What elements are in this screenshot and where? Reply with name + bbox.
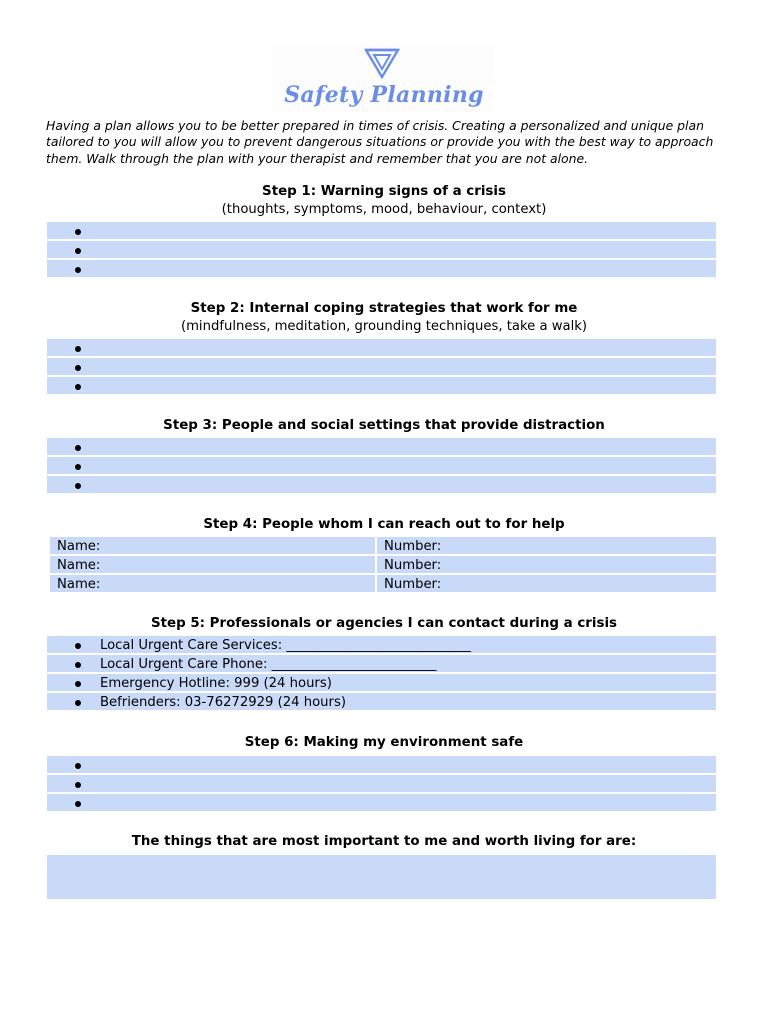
list-item[interactable] xyxy=(47,260,716,279)
bullet-icon xyxy=(75,248,81,254)
list-item[interactable] xyxy=(47,438,716,457)
number-field[interactable]: Number: xyxy=(377,575,716,592)
bullet-icon xyxy=(75,782,81,788)
bullet-icon xyxy=(75,384,81,390)
list-item xyxy=(47,693,716,712)
bullet-icon xyxy=(75,700,81,706)
step5-list xyxy=(47,636,716,712)
table-row xyxy=(50,537,716,556)
list-item[interactable] xyxy=(47,222,716,241)
name-field[interactable]: Name: xyxy=(50,556,377,573)
step4-title: Step 4: People whom I can reach out to for help xyxy=(203,517,565,532)
table-row xyxy=(50,575,716,594)
list-item-text: Befrienders: 03-76272929 (24 hours) xyxy=(100,695,346,710)
list-item[interactable] xyxy=(47,339,716,358)
step1-list xyxy=(47,222,716,279)
list-item-text: Emergency Hotline: 999 (24 hours) xyxy=(100,676,332,691)
closing-title: The things that are most important to me and worth living for are: xyxy=(131,834,637,849)
step1-title: Step 1: Warning signs of a crisis xyxy=(262,184,506,199)
triangle-logo-icon xyxy=(364,48,400,80)
list-item[interactable] xyxy=(47,476,716,495)
step1-subtitle: (thoughts, symptoms, mood, behaviour, context) xyxy=(221,202,547,217)
bullet-icon xyxy=(75,229,81,235)
page-title: Safety Planning xyxy=(284,82,484,108)
list-item[interactable] xyxy=(47,794,716,813)
list-item xyxy=(47,655,716,674)
bullet-icon xyxy=(75,365,81,371)
bullet-icon xyxy=(75,763,81,769)
bullet-icon xyxy=(75,662,81,668)
bullet-icon xyxy=(75,643,81,649)
bullet-icon xyxy=(75,464,81,470)
list-item[interactable] xyxy=(47,457,716,476)
bullet-icon xyxy=(75,681,81,687)
list-item-text: Local Urgent Care Services: ____________________________ xyxy=(100,638,472,653)
list-item[interactable] xyxy=(47,358,716,377)
list-item[interactable] xyxy=(47,756,716,775)
important-things-field[interactable] xyxy=(47,855,716,899)
intro-text: Having a plan allows you to be better prepared in times of crisis. Creating a personalized and unique plan tailored to you will allow you to prevent dangerous situations or provide you with the best way to approach them. Walk through the plan with your therapist and remember that you are not alone. xyxy=(46,118,714,166)
number-field[interactable]: Number: xyxy=(377,556,716,573)
bullet-icon xyxy=(75,267,81,273)
step2-list xyxy=(47,339,716,396)
name-field[interactable]: Name: xyxy=(50,537,377,554)
step5-title: Step 5: Professionals or agencies I can contact during a crisis xyxy=(150,616,618,631)
list-item xyxy=(47,674,716,693)
table-row xyxy=(50,556,716,575)
step6-list xyxy=(47,756,716,813)
step2-title: Step 2: Internal coping strategies that work for me xyxy=(190,301,578,316)
list-item xyxy=(47,636,716,655)
list-item-text: Local Urgent Care Phone: _________________________ xyxy=(100,657,437,672)
name-field[interactable]: Name: xyxy=(50,575,377,592)
step3-list xyxy=(47,438,716,495)
list-item[interactable] xyxy=(47,241,716,260)
list-item[interactable] xyxy=(47,377,716,396)
bullet-icon xyxy=(75,801,81,807)
bullet-icon xyxy=(75,346,81,352)
bullet-icon xyxy=(75,483,81,489)
step6-title: Step 6: Making my environment safe xyxy=(244,735,524,750)
step4-contact-table xyxy=(50,537,716,594)
step3-title: Step 3: People and social settings that provide distraction xyxy=(163,418,605,433)
list-item[interactable] xyxy=(47,775,716,794)
number-field[interactable]: Number: xyxy=(377,537,716,554)
bullet-icon xyxy=(75,445,81,451)
step2-subtitle: (mindfulness, meditation, grounding techniques, take a walk) xyxy=(180,319,588,334)
